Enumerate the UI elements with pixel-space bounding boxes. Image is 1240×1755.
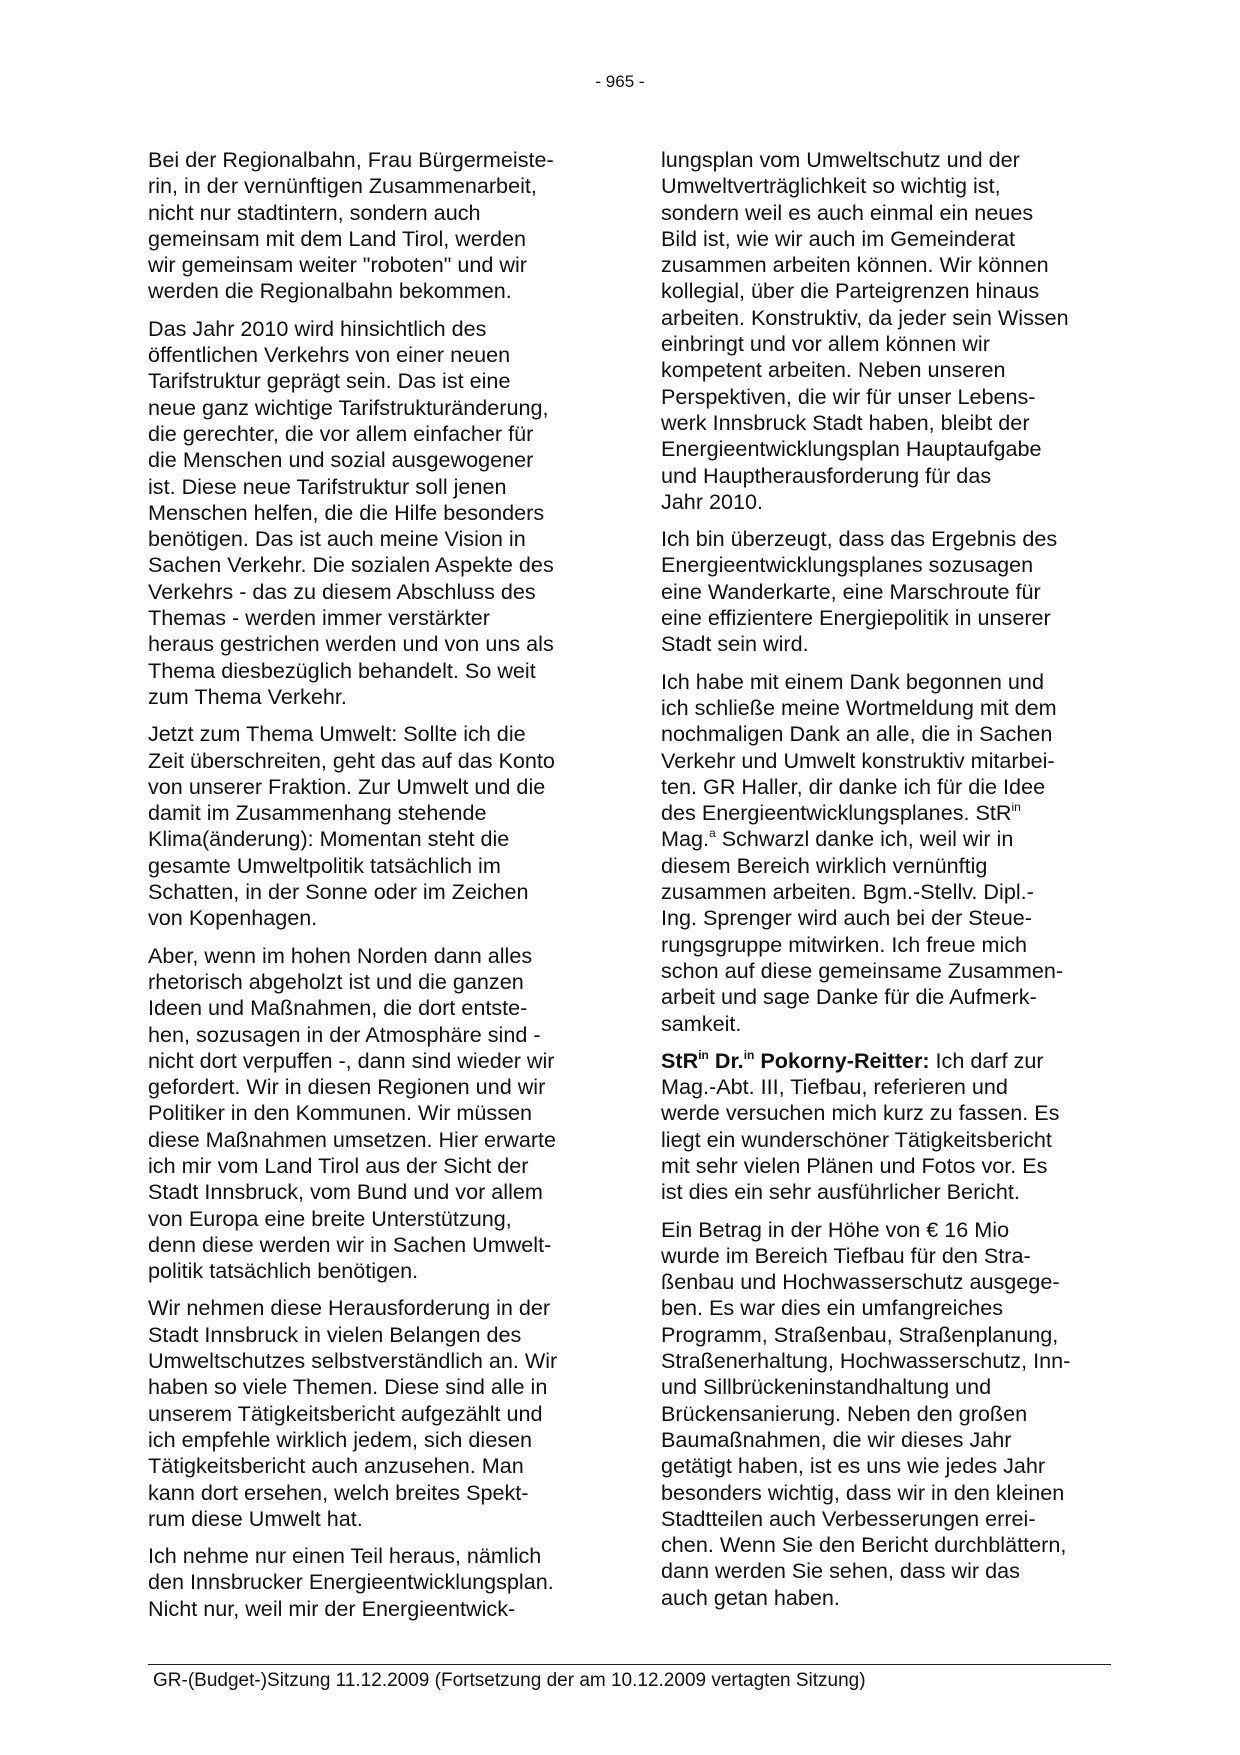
text-line: von unserer Fraktion. Zur Umwelt und die [148,773,546,799]
text-line: den Innsbrucker Energieentwicklungsplan. [148,1569,554,1595]
text-line: unserem Tätigkeitsbericht aufgezählt und [148,1400,543,1426]
paragraph [148,1295,596,1532]
text-line: samkeit. [661,1010,742,1036]
text-line: diesem Bereich wirklich vernünftig [661,852,988,878]
text-line: Themas - werden immer verstärkter [148,605,490,631]
text-line: denn diese werden wir in Sachen Umwelt- [148,1231,552,1257]
text-line: dann werden Sie sehen, dass wir das [661,1558,1020,1584]
text-line: und Sillbrückeninstandhaltung und [661,1374,992,1400]
text-line: Ich habe mit einem Dank begonnen und [661,668,1044,694]
text-line: Wir nehmen diese Herausforderung in der [148,1295,551,1321]
text-line: auch getan haben. [661,1584,840,1610]
text-line: werde versuchen mich kurz zu fassen. Es [661,1100,1060,1126]
text-line: Bei der Regionalbahn, Frau Bürgermeiste- [148,147,554,172]
text-line: Ing. Sprenger wird auch bei der Steue- [661,905,1032,931]
text-line: ßenbau und Hochwasserschutz ausgege- [661,1269,1060,1295]
text-line: rungsgruppe mitwirken. Ich freue mich [661,931,1028,957]
paragraph [661,1217,1111,1611]
text-line: eine Wanderkarte, eine Marschroute für [661,578,1041,604]
left-column [148,147,596,1633]
text-line: Bild ist, wie wir auch im Gemeinderat [661,225,1016,251]
text-line: kann dort ersehen, welch breites Spekt- [148,1479,529,1505]
text-fragment: des Energieentwicklungsplanes. StR [661,800,1012,826]
text-line: Energieentwicklungsplan Hauptaufgabe [661,436,1042,462]
paragraph [661,1048,1111,1206]
text-line: eine effizientere Energiepolitik in unserer [661,605,1051,631]
text-line: liegt ein wunderschöner Tätigkeitsbericht [661,1126,1052,1152]
text-fragment: Pokorny-Reitter: [754,1047,930,1073]
text-fragment: Schwarzl danke ich, weil wir in [715,826,1014,852]
text-line: Tätigkeitsbericht auch anzusehen. Man [148,1453,524,1479]
text-line: Zeit überschreiten, geht das auf das Konto [148,747,555,773]
text-line: benötigen. Das ist auch meine Vision in [148,526,526,552]
text-line: Verkehrs - das zu diesem Abschluss des [148,578,536,604]
text-line: damit im Zusammenhang stehende [148,800,487,826]
text-line: arbeiten. Konstruktiv, da jeder sein Wissen [661,304,1069,330]
text-line: gefordert. Wir in diesen Regionen und wir [148,1074,546,1100]
text-line: zusammen arbeiten. Bgm.-Stellv. Dipl.- [661,879,1034,905]
text-fragment: Mag. [661,826,710,852]
text-line: sondern weil es auch einmal ein neues [661,199,1034,225]
text-line: neue ganz wichtige Tarifstrukturänderung, [148,394,549,420]
text-line: von Europa eine breite Unterstützung, [148,1205,512,1231]
footer-divider [148,1664,1111,1665]
text-line: Straßenerhaltung, Hochwasserschutz, Inn- [661,1348,1071,1374]
text-line: wurde im Bereich Tiefbau für den Stra- [661,1242,1031,1268]
page-footer: GR-(Budget-)Sitzung 11.12.2009 (Fortsetzung der am 10.12.2009 vertagten Sitzung) [153,1670,866,1691]
text-line: Das Jahr 2010 wird hinsichtlich des [148,315,487,341]
text-line: nicht nur stadtintern, sondern auch [148,199,481,225]
text-line: ben. Es war dies ein umfangreiches [661,1295,1004,1321]
text-line: ist dies ein sehr ausführlicher Bericht. [661,1179,1020,1205]
text-line: von Kopenhagen. [148,905,318,931]
text-line: Baumaßnahmen, die wir dieses Jahr [661,1426,1012,1452]
text-line: Sachen Verkehr. Die sozialen Aspekte des [148,552,554,578]
text-fragment: StR [661,1047,699,1073]
text-line: Politiker in den Kommunen. Wir müssen [148,1100,533,1126]
text-line: Jetzt zum Thema Umwelt: Sollte ich die [148,721,526,747]
superscript: in [1011,800,1021,815]
text-line: nochmaligen Dank an alle, die in Sachen [661,721,1053,747]
text-line: Umweltschutzes selbstverständlich an. Wir [148,1348,558,1374]
text-line: gemeinsam mit dem Land Tirol, werden [148,225,527,251]
text-line: ist. Diese neue Tarifstruktur soll jenen [148,473,507,499]
text-line: rhetorisch abgeholzt ist und die ganzen [148,968,524,994]
text-line: getätigt haben, ist es uns wie jedes Jahr [661,1453,1046,1479]
paragraph [661,669,1111,1037]
text-line: Mag.-Abt. III, Tiefbau, referieren und [661,1074,1008,1100]
text-line: Nicht nur, weil mir der Energieentwick- [148,1595,516,1621]
text-line: Menschen helfen, die die Hilfe besonders [148,499,545,525]
text-line: und Hauptherausforderung für das [661,462,992,488]
text-line: gesamte Umweltpolitik tatsächlich im [148,852,501,878]
paragraph [148,1543,596,1622]
text-line: Tarifstruktur geprägt sein. Das ist eine [148,368,511,394]
text-line: Stadt Innsbruck in vielen Belangen des [148,1321,522,1347]
text-line: politik tatsächlich benötigen. [148,1258,419,1284]
text-line: wir gemeinsam weiter "roboten" und wir [148,252,527,278]
page-number: - 965 - [595,72,645,91]
text-line: Ideen und Maßnahmen, die dort entste- [148,995,528,1021]
text-line: ich schließe meine Wortmeldung mit dem [661,694,1057,720]
text-line: Programm, Straßenbau, Straßenplanung, [661,1321,1059,1347]
text-line: heraus gestrichen werden und von uns als [148,631,554,657]
text-line: Verkehr und Umwelt konstruktiv mitarbei- [661,747,1055,773]
paragraph [148,943,596,1285]
text-line: rum diese Umwelt hat. [148,1505,363,1531]
text-line [661,800,1111,826]
paragraph [148,316,596,710]
text-line: Stadt sein wird. [661,631,809,657]
text-line: Thema diesbezüglich behandelt. So weit [148,657,536,683]
text-fragment: Ich darf zur [929,1047,1044,1073]
text-line [661,1048,1111,1074]
text-fragment: Dr. [708,1047,744,1073]
text-line: Brückensanierung. Neben den großen [661,1400,1028,1426]
text-line: Perspektiven, die wir für unser Lebens- [661,383,1036,409]
text-line: kollegial, über die Parteigrenzen hinaus [661,278,1040,304]
text-line: werden die Regionalbahn bekommen. [148,278,512,304]
text-line: ten. GR Haller, dir danke ich für die Idee [661,773,1046,799]
text-line: öffentlichen Verkehrs von einer neuen [148,342,511,368]
text-line: kompetent arbeiten. Neben unseren [661,357,1006,383]
text-line: die Menschen und sozial ausgewogener [148,447,534,473]
text-line: chen. Wenn Sie den Bericht durchblättern, [661,1532,1067,1558]
text-line: ich mir vom Land Tirol aus der Sicht der [148,1152,529,1178]
text-line: Stadtteilen auch Verbesserungen errei- [661,1505,1036,1531]
text-line: hen, sozusagen in der Atmosphäre sind - [148,1021,541,1047]
superscript: in [743,1047,755,1062]
text-line: Ein Betrag in der Höhe von € 16 Mio [661,1216,1010,1242]
text-line: diese Maßnahmen umsetzen. Hier erwarte [148,1126,557,1152]
text-line: lungsplan vom Umweltschutz und der [661,147,1020,172]
text-line: Energieentwicklungsplanes sozusagen [661,552,1034,578]
text-line: einbringt und vor allem können wir [661,331,990,357]
text-line: Jahr 2010. [661,488,764,514]
paragraph [148,721,596,931]
right-column [661,147,1111,1622]
paragraph [661,526,1111,657]
text-line: Ich bin überzeugt, dass das Ergebnis des [661,526,1058,552]
text-line: haben so viele Themen. Diese sind alle in [148,1374,548,1400]
text-line: Stadt Innsbruck, vom Bund und vor allem [148,1179,543,1205]
text-line [661,826,1111,852]
text-line: die gerechter, die vor allem einfacher für [148,420,534,446]
superscript: in [698,1047,709,1062]
text-line: zum Thema Verkehr. [148,683,347,709]
text-line: besonders wichtig, dass wir in den kleinen [661,1479,1065,1505]
text-line: Klima(änderung): Momentan steht die [148,826,510,852]
text-line: ich empfehle wirklich jedem, sich diesen [148,1426,533,1452]
paragraph [661,147,1111,515]
text-line: nicht dort verpuffen -, dann sind wieder wir [148,1047,555,1073]
text-line: Umweltverträglichkeit so wichtig ist, [661,173,1001,199]
text-line: arbeit und sage Danke für die Aufmerk- [661,984,1037,1010]
text-line: zusammen arbeiten können. Wir können [661,252,1049,278]
speaker-name [661,1048,930,1073]
text-line: schon auf diese gemeinsame Zusammen- [661,957,1064,983]
superscript: a [709,826,716,841]
text-line: Aber, wenn im hohen Norden dann alles [148,942,533,968]
text-line: werk Innsbruck Stadt haben, bleibt der [661,409,1030,435]
text-line: Ich nehme nur einen Teil heraus, nämlich [148,1543,542,1569]
paragraph [148,147,596,305]
text-line: Schatten, in der Sonne oder im Zeichen [148,879,529,905]
text-line: mit sehr vielen Plänen und Fotos vor. Es [661,1152,1048,1178]
text-line: rin, in der vernünftigen Zusammenarbeit, [148,173,537,199]
